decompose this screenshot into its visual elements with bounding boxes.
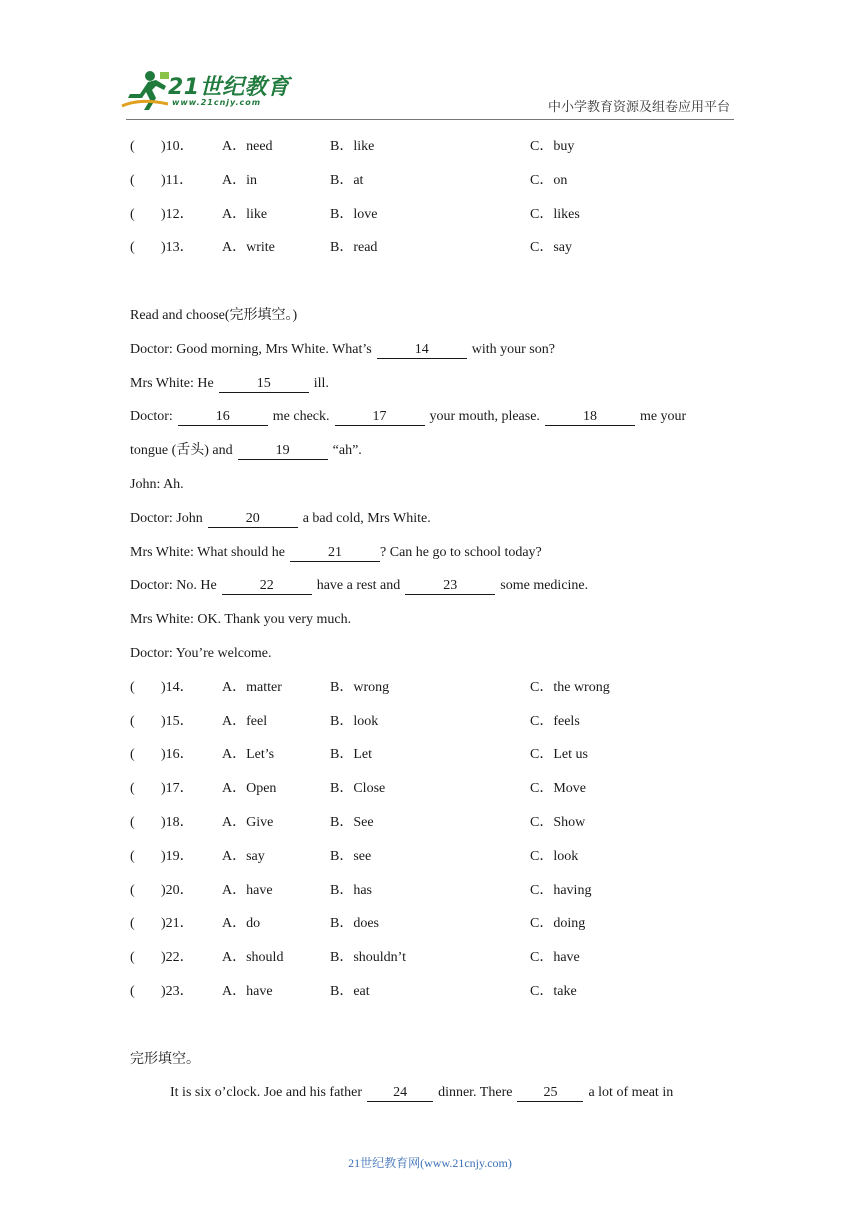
- document-body: [130, 130, 740, 1110]
- answer-paren: (: [130, 848, 135, 864]
- question-row: [130, 231, 740, 265]
- option-c: C．buy: [530, 139, 575, 154]
- blank-line: [130, 265, 740, 299]
- passage-line: [130, 569, 740, 603]
- answer-blank: 17: [335, 409, 425, 426]
- question-row: [130, 671, 740, 705]
- answer-blank: 23: [405, 578, 495, 595]
- answer-paren: (: [130, 713, 135, 729]
- header-divider: [126, 119, 734, 120]
- passage-line: [130, 434, 740, 468]
- answer-blank: 14: [377, 342, 467, 359]
- option-c: C．look: [530, 848, 579, 864]
- answer-paren: (: [130, 679, 135, 695]
- answer-blank: 24: [367, 1085, 433, 1102]
- option-a: A．feel: [222, 713, 268, 729]
- option-a: A．matter: [222, 679, 282, 695]
- question-row: [130, 975, 740, 1009]
- passage-line: [130, 333, 740, 367]
- passage-text: dinner. There: [438, 1085, 513, 1101]
- question-row: [130, 164, 740, 198]
- passage-text: It is six o’clock. Joe and his father: [170, 1085, 363, 1101]
- question-number: )19．: [161, 848, 194, 864]
- passage-text: Doctor:: [130, 409, 173, 425]
- answer-paren: (: [130, 814, 135, 830]
- question-row: [130, 806, 740, 840]
- option-c: C．the wrong: [530, 679, 610, 695]
- passage-text: me your: [639, 409, 687, 425]
- option-b: B．Close: [330, 781, 386, 797]
- answer-paren: (: [130, 882, 135, 898]
- option-a: A．have: [222, 882, 273, 898]
- logo-text: 21世纪教育: [168, 75, 290, 100]
- option-a: A．in: [222, 172, 257, 188]
- passage-text: ? Can he go to school today?: [380, 544, 542, 560]
- answer-paren: (: [130, 983, 135, 999]
- passage-text: tongue (舌头) and: [130, 443, 233, 459]
- question-row: [130, 738, 740, 772]
- question-number: )20．: [161, 882, 194, 898]
- passage-line: [130, 536, 740, 570]
- option-a: A．write: [222, 240, 275, 256]
- answer-blank: 25: [517, 1085, 583, 1102]
- option-b: B．at: [330, 172, 364, 188]
- option-a: A．do: [222, 916, 261, 932]
- passage-text: have a rest and: [316, 578, 401, 594]
- passage-line: [130, 400, 740, 434]
- page-header: [0, 0, 860, 130]
- question-row: [130, 874, 740, 908]
- passage-line: [130, 367, 740, 401]
- option-a: A．should: [222, 950, 284, 966]
- passage-line: Doctor: You’re welcome.: [130, 645, 272, 661]
- question-number: )21．: [161, 916, 194, 932]
- question-row: [130, 840, 740, 874]
- passage-text: Doctor: John: [130, 510, 203, 526]
- option-b: B．look: [330, 713, 379, 729]
- answer-paren: (: [130, 172, 135, 188]
- option-c: C．take: [530, 983, 577, 999]
- passage-text: me check.: [272, 409, 330, 425]
- option-a: A．need: [222, 139, 273, 154]
- question-row: [130, 907, 740, 941]
- option-b: B．Let: [330, 747, 372, 763]
- passage-text: ill.: [313, 375, 329, 391]
- option-c: C．say: [530, 240, 572, 256]
- question-row: [130, 772, 740, 806]
- passage-text: a lot of meat in: [588, 1085, 674, 1101]
- runner-logo-icon: [120, 68, 170, 114]
- option-c: C．Let us: [530, 747, 588, 763]
- question-number: )23．: [161, 983, 194, 999]
- option-b: B．does: [330, 916, 379, 932]
- question-number: )18．: [161, 814, 194, 830]
- option-a: A．Give: [222, 814, 274, 830]
- passage-text: with your son?: [471, 341, 555, 357]
- option-c: C．Move: [530, 781, 586, 797]
- passage-line: John: Ah.: [130, 476, 184, 492]
- question-row: [130, 130, 740, 164]
- answer-blank: 16: [178, 409, 268, 426]
- answer-paren: (: [130, 747, 135, 763]
- blank-line: [130, 1009, 740, 1043]
- answer-blank: 19: [238, 443, 328, 460]
- page-footer: 21世纪教育网(www.21cnjy.com): [348, 1156, 512, 1170]
- question-number: )15．: [161, 713, 194, 729]
- answer-blank: 15: [219, 376, 309, 393]
- option-b: B．love: [330, 206, 378, 222]
- option-b: B．has: [330, 882, 372, 898]
- passage-text: Doctor: Good morning, Mrs White. What’s: [130, 341, 372, 357]
- option-b: B．see: [330, 848, 372, 864]
- option-c: C．have: [530, 950, 580, 966]
- passage-text: Mrs White: He: [130, 375, 214, 391]
- option-a: A．like: [222, 206, 268, 222]
- option-a: A．say: [222, 848, 265, 864]
- option-c: C．doing: [530, 916, 586, 932]
- answer-paren: (: [130, 950, 135, 966]
- option-c: C．feels: [530, 713, 580, 729]
- question-number: )17．: [161, 781, 194, 797]
- question-number: )12．: [161, 206, 194, 222]
- option-c: C．having: [530, 882, 592, 898]
- option-b: B．like: [330, 139, 375, 154]
- option-b: B．eat: [330, 983, 370, 999]
- site-logo: [120, 68, 295, 114]
- option-b: B．wrong: [330, 679, 390, 695]
- option-a: A．Let’s: [222, 747, 275, 763]
- passage-text: your mouth, please.: [429, 409, 540, 425]
- answer-paren: (: [130, 240, 135, 256]
- passage-text: a bad cold, Mrs White.: [302, 510, 431, 526]
- answer-blank: 20: [208, 511, 298, 528]
- passage-text: Doctor: No. He: [130, 578, 217, 594]
- option-c: C．on: [530, 172, 568, 188]
- answer-blank: 22: [222, 578, 312, 595]
- option-b: B．read: [330, 240, 378, 256]
- option-a: A．Open: [222, 781, 277, 797]
- passage-text: “ah”.: [332, 443, 362, 459]
- passage-text: some medicine.: [500, 578, 589, 594]
- question-number: )10．: [161, 139, 194, 154]
- question-row: [130, 941, 740, 975]
- passage-line: Mrs White: OK. Thank you very much.: [130, 612, 352, 628]
- section-title: Read and choose(完形填空。): [130, 307, 298, 323]
- passage-line: [130, 1076, 740, 1110]
- answer-paren: (: [130, 916, 135, 932]
- answer-paren: (: [130, 781, 135, 797]
- question-number: )16．: [161, 747, 194, 763]
- question-row: [130, 198, 740, 232]
- option-b: B．See: [330, 814, 374, 830]
- option-b: B．shouldn’t: [330, 950, 406, 966]
- passage-text: Mrs White: What should he: [130, 544, 286, 560]
- section-title: 完形填空。: [130, 1051, 200, 1067]
- question-row: [130, 705, 740, 739]
- answer-paren: (: [130, 206, 135, 222]
- passage-line: [130, 502, 740, 536]
- site-description: 中小学教育资源及组卷应用平台: [547, 99, 730, 114]
- answer-blank: 21: [290, 545, 380, 562]
- question-number: )11．: [161, 172, 194, 188]
- question-number: )22．: [161, 950, 194, 966]
- logo-url: www.21cnjy.com: [172, 98, 262, 107]
- option-a: A．have: [222, 983, 273, 999]
- question-number: )14．: [161, 679, 194, 695]
- answer-blank: 18: [545, 409, 635, 426]
- question-number: )13．: [161, 240, 194, 256]
- option-c: C．likes: [530, 206, 580, 222]
- option-c: C．Show: [530, 814, 586, 830]
- answer-paren: (: [130, 139, 135, 154]
